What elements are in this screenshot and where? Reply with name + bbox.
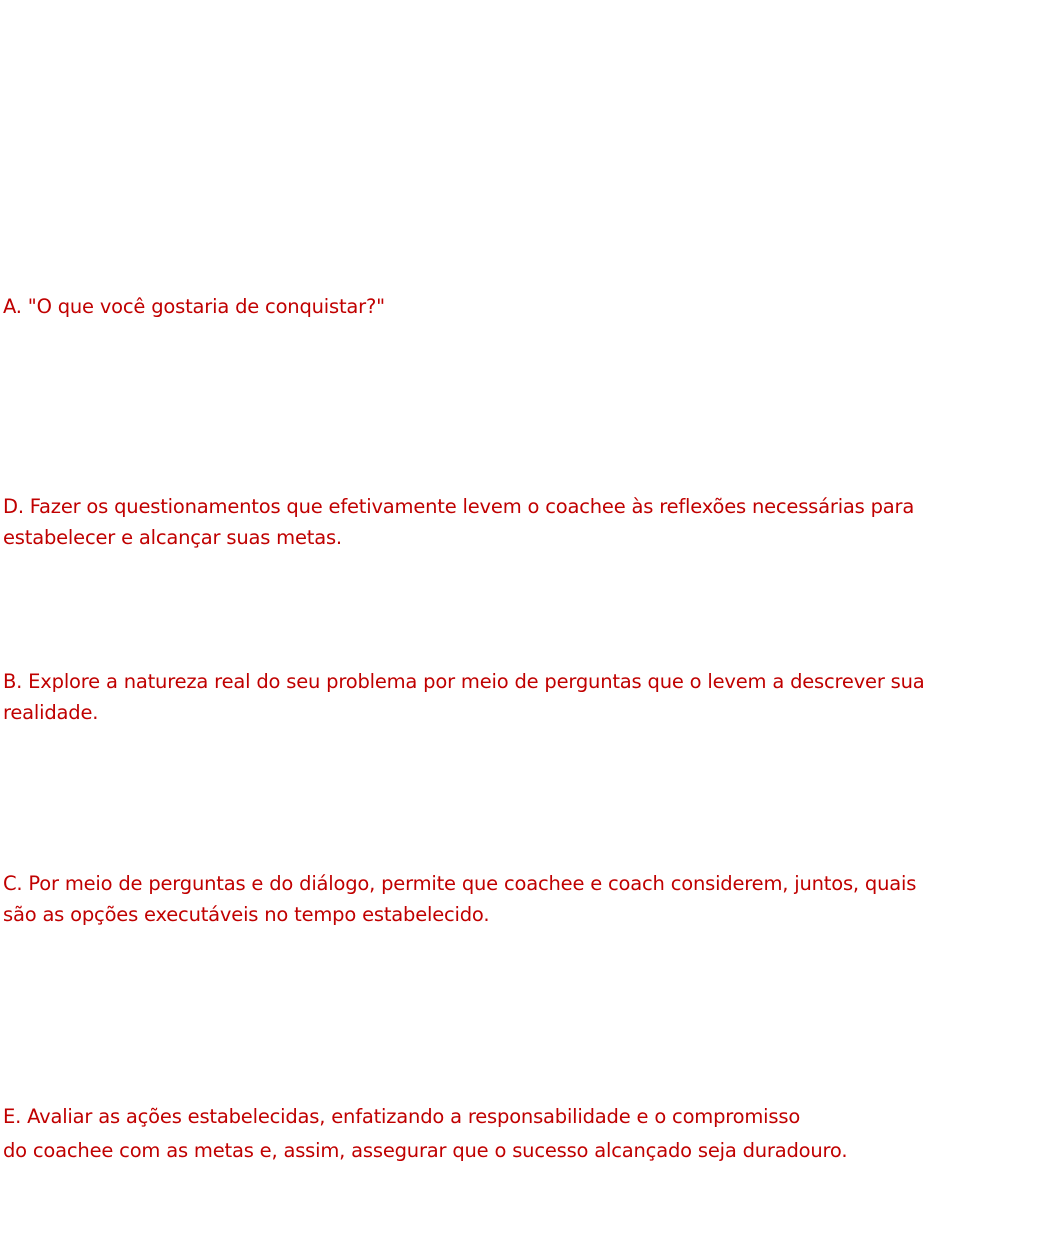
option-e-text: E. Avaliar as ações estabelecidas, enfatizando a responsabilidade e o compromisso do coachee com as metas e, assim, assegurar que o sucesso alcançado seja duradouro. — [3, 1105, 848, 1162]
option-b-text: B. Explore a natureza real do seu problema por meio de perguntas que o levem a descrever sua realidade. — [3, 670, 925, 724]
option-a-text: A. "O que você gostaria de conquistar?" — [3, 295, 385, 318]
option-c-text: C. Por meio de perguntas e do diálogo, permite que coachee e coach considerem, juntos, quais são as opções executáveis no tempo estabelecido. — [3, 872, 917, 926]
option-d-text: D. Fazer os questionamentos que efetivamente levem o coachee às reflexões necessárias para estabelecer e alcançar suas metas. — [3, 495, 915, 549]
